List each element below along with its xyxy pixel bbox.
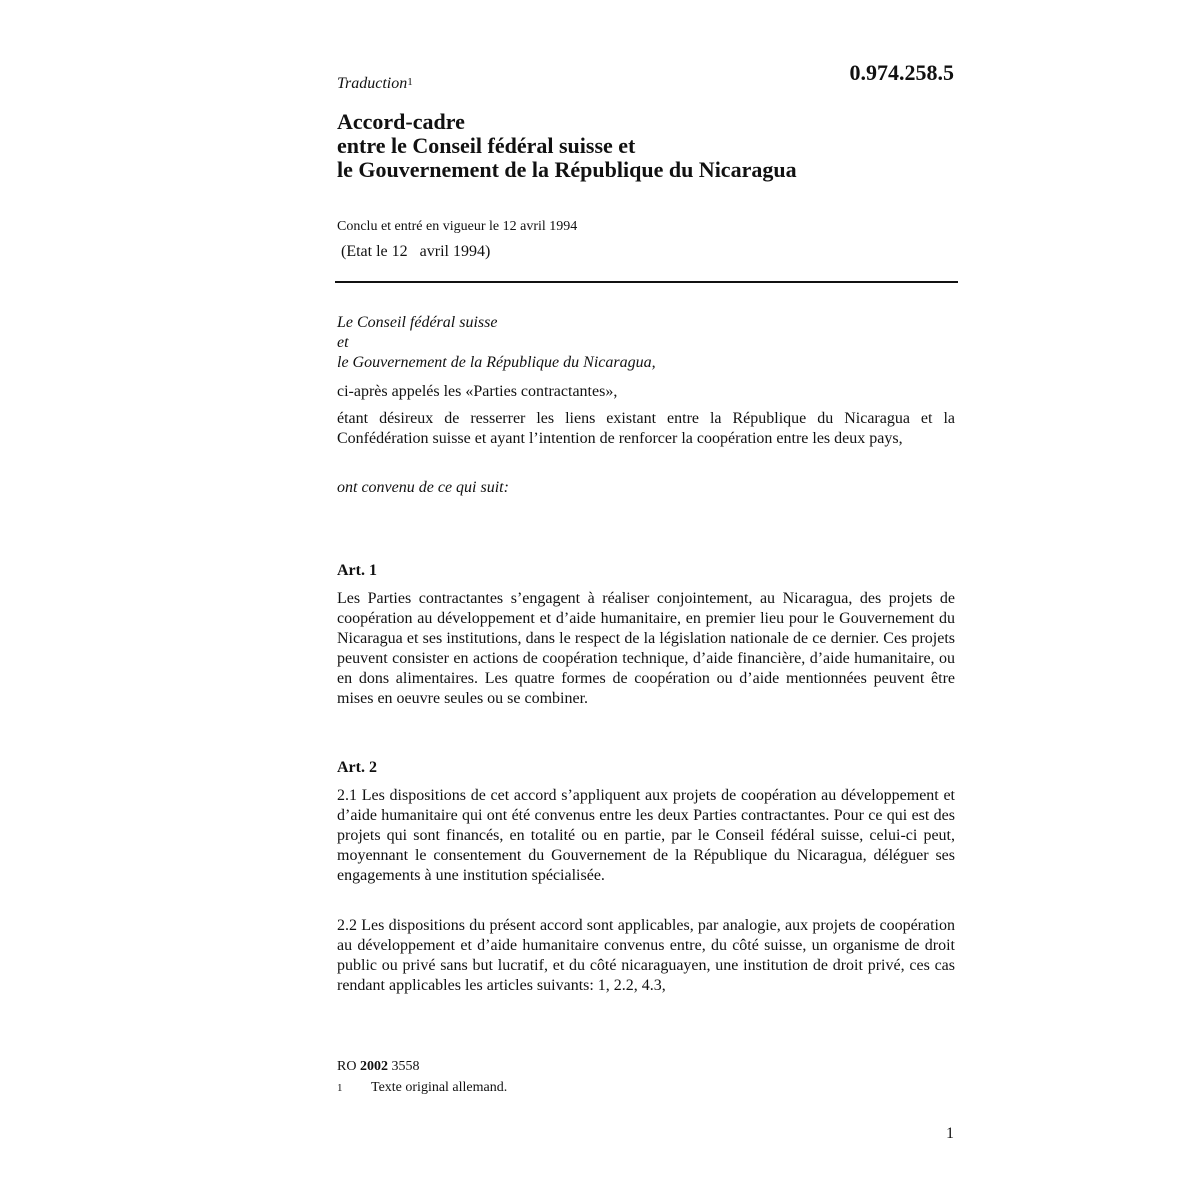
title-line-2: entre le Conseil fédéral suisse et: [337, 133, 636, 158]
preamble-party-2: le Gouvernement de la République du Nicaragua,: [337, 354, 656, 371]
translation-label-text: Traduction: [337, 75, 408, 92]
preamble-parties: [337, 313, 955, 373]
page-number: 1: [946, 1125, 954, 1142]
footnote-number: 1: [337, 1082, 343, 1094]
preamble-called: ci-après appelés les «Parties contractantes»,: [337, 383, 618, 400]
article-2-heading: Art. 2: [337, 759, 377, 776]
ro-year: 2002: [359, 1059, 388, 1074]
article-1-paragraph: Les Parties contractantes s’engagent à réaliser conjointement, au Nicaragua, des projets de coopération au développement et d’aide humanitaire, en premier lieu pour le Gouvernement du Nicaragua et ses institutions, dans le respect de la législation nationale de ce dernier. Ces projets peuvent consister en actions de coopération technique, d’aide financière, d’aide humanitaire, ou en dons alimentaires. Les quatre formes de coopération ou d’aide mentionnées peuvent être mises en oeuvre seules ou se combiner.: [337, 590, 955, 707]
article-2-paragraph-1: 2.1 Les dispositions de cet accord s’appliquent aux projets de coopération au développement et d’aide humanitaire qui ont été convenus entre les deux Parties contractantes. Pour ce qui est des projets qui sont financés, en totalité ou en partie, par le Conseil fédéral suisse, celui-ci peut, moyennant le consentement du Gouvernement de la République du Nicaragua, déléguer ses engagements à une institution spécialisée.: [337, 787, 955, 884]
concluded-date: Conclu et entré en vigueur le 12 avril 1994: [337, 219, 578, 234]
title-line-1: Accord-cadre: [337, 109, 465, 134]
title-line-3: le Gouvernement de la République du Nicaragua: [337, 157, 797, 182]
ro-page: 3558: [391, 1059, 420, 1074]
preamble-agreed: ont convenu de ce qui suit:: [337, 479, 509, 496]
footnote: [337, 1079, 507, 1097]
ro-reference: [337, 1058, 419, 1076]
preamble-conjunction: et: [337, 334, 349, 351]
header-divider: [335, 281, 958, 283]
state-date: (Etat le 12 avril 1994): [341, 243, 491, 260]
article-1-heading: Art. 1: [337, 562, 377, 579]
footnote-text: Texte original allemand.: [371, 1080, 508, 1095]
sr-number: 0.974.258.5: [849, 60, 954, 85]
preamble-desiring: étant désireux de resserrer les liens existant entre la République du Nicaragua et la Confédération suisse et ayant l’intention de renforcer la coopération entre les deux pays,: [337, 410, 955, 447]
document-page: [337, 0, 958, 1200]
preamble-party-1: Le Conseil fédéral suisse: [337, 314, 498, 331]
document-title: [337, 110, 958, 182]
footnote-ref[interactable]: 1: [407, 76, 413, 88]
article-2-paragraph-2: 2.2 Les dispositions du présent accord sont applicables, par analogie, aux projets de coopération au développement et d’aide humanitaire convenus entre, du côté suisse, un organisme de droit public ou privé sans but lucratif, et du côté nicaraguayen, une institution de droit privé, ces cas rendant applicables les articles suivants: 1, 2.2, 4.3,: [337, 917, 955, 994]
translation-label: [337, 74, 413, 94]
ro-prefix: RO: [337, 1059, 357, 1074]
